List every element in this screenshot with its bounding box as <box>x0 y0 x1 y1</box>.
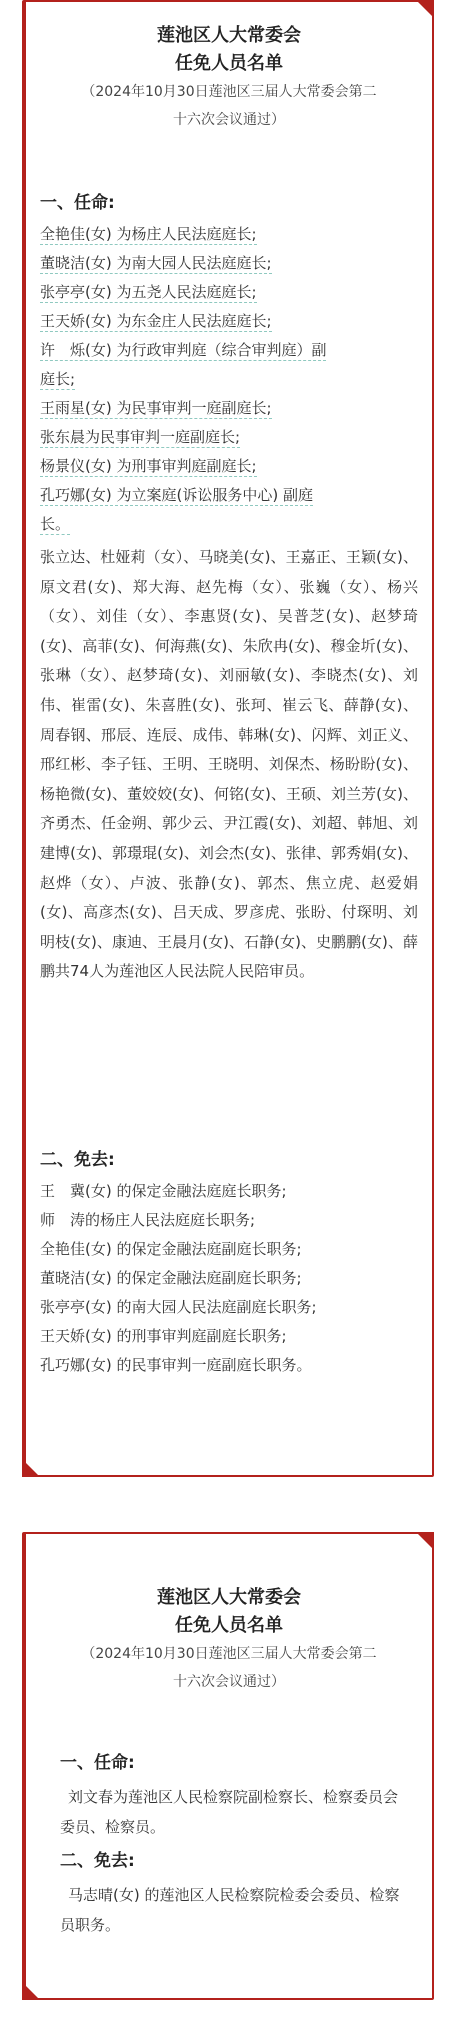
appointment-item: 杨景仪(女) 为刑事审判庭副庭长; <box>40 457 257 475</box>
appointment-item: 王雨星(女) 为民事审判一庭副庭长; <box>40 399 272 417</box>
doc-meeting-note-line1: （2024年10月30日莲池区三届人大常委会第二 <box>81 84 377 100</box>
appointment-item: 庭长; <box>40 370 76 388</box>
remove-heading: 二、免去: <box>60 1851 135 1871</box>
doc-meeting-note-line2: 十六次会议通过） <box>173 1674 285 1690</box>
corner-decoration <box>416 1532 434 1550</box>
doc-title: 莲池区人大常委会 <box>157 1587 301 1608</box>
removal-text: 马志晴(女) 的莲池区人民检察院检委会委员、检察员职务。 <box>60 1886 400 1934</box>
doc-meeting-note-line1: （2024年10月30日莲池区三届人大常委会第二 <box>81 1646 377 1662</box>
removals-section <box>40 1145 418 1380</box>
doc-meeting-note-line2: 十六次会议通过） <box>173 112 285 128</box>
appointment-item: 董晓洁(女) 为南大园人民法庭庭长; <box>40 254 272 272</box>
doc-subtitle-heading: 任免人员名单 <box>175 53 283 74</box>
appointment-text: 刘文春为莲池区人民检察院副检察长、检察委员会委员、检察员。 <box>60 1788 399 1836</box>
removal-list <box>40 1177 418 1380</box>
removal-item: 王 冀(女) 的保定金融法庭庭长职务; <box>40 1182 287 1200</box>
card2-body <box>60 1748 402 1940</box>
removal-item: 全艳佳(女) 的保定金融法庭副庭长职务; <box>40 1240 302 1258</box>
appoint-heading: 一、任命: <box>60 1753 135 1773</box>
appointment-item: 长。 <box>40 515 71 533</box>
removal-item: 师 涛的杨庄人民法庭庭长职务; <box>40 1211 256 1229</box>
removal-item: 孔巧娜(女) 的民事审判一庭副庭长职务。 <box>40 1356 312 1374</box>
card2-header <box>26 1584 432 1696</box>
appointment-card-court <box>22 0 434 1477</box>
doc-subtitle-heading: 任免人员名单 <box>175 1615 283 1636</box>
appointment-list <box>40 220 418 539</box>
jurors-paragraph: 张立达、杜娅莉（女）、马晓美(女)、王嘉正、王颖(女)、原文君(女)、郑大海、赵先梅（女）、张巍（女）、杨兴（女）、刘佳（女）、李惠贤(女)、吴普芝(女)、赵梦琦(女)、高菲(女)、何海燕(女)、朱欣冉(女)、穆金圻(女)、张琳（女）、赵梦琦(女)、刘丽敏(女)、李晓杰(女)、刘伟、崔雷(女)、朱喜胜(女)、张珂、崔云飞、薛静(女)、周春钢、邢辰、连辰、成伟、韩琳(女)、闪辉、刘正义、邢红彬、李子钰、王明、王晓明、刘保杰、杨盼盼(女)、杨艳微(女)、董姣姣(女)、何铭(女)、王硕、刘兰芳(女)、齐勇杰、任金朔、郭少云、尹江霞(女)、刘超、韩旭、刘建博(女)、郭璟琨(女)、刘会杰(女)、张律、郭秀娟(女)、赵烨（女）、卢波、张静(女)、郭杰、焦立虎、赵爱娟(女)、高彦杰(女)、吕天成、罗彦虎、张盼、付琛明、刘明枝(女)、康迪、王晨月(女)、石静(女)、史鹏鹏(女)、薛鹏共74人为莲池区人民法院人民陪审员。 <box>40 548 418 981</box>
appoint-heading: 一、任命: <box>40 193 115 213</box>
appointment-card-procuratorate <box>22 1532 434 2000</box>
card1-header <box>26 22 432 134</box>
appointment-item: 王天娇(女) 为东金庄人民法庭庭长; <box>40 312 272 330</box>
doc-title: 莲池区人大常委会 <box>157 25 301 46</box>
corner-decoration <box>416 0 434 18</box>
appointments-section <box>40 188 418 987</box>
appointment-item: 张亭亭(女) 为五尧人民法庭庭长; <box>40 283 257 301</box>
appointment-item: 孔巧娜(女) 为立案庭(诉讼服务中心) 副庭 <box>40 486 313 504</box>
appointment-item: 张东晨为民事审判一庭副庭长; <box>40 428 241 446</box>
appointment-item: 全艳佳(女) 为杨庄人民法庭庭长; <box>40 225 257 243</box>
appointment-item: 许 烁(女) 为行政审判庭（综合审判庭）副 <box>40 341 327 359</box>
removal-item: 王天娇(女) 的刑事审判庭副庭长职务; <box>40 1327 287 1345</box>
remove-heading: 二、免去: <box>40 1150 115 1170</box>
removal-item: 张亭亭(女) 的南大园人民法庭副庭长职务; <box>40 1298 317 1316</box>
removal-item: 董晓洁(女) 的保定金融法庭副庭长职务; <box>40 1269 302 1287</box>
